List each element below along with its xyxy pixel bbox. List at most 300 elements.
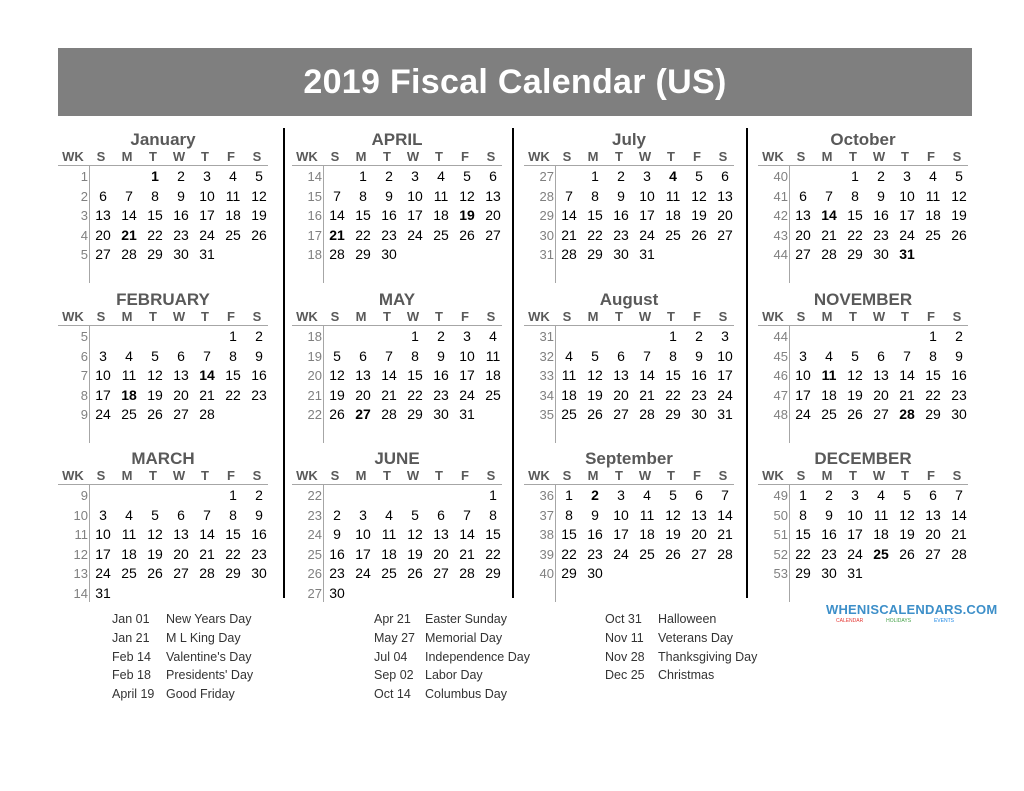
weekday-label: S — [796, 149, 806, 164]
day-cell: 30 — [951, 406, 967, 422]
day-cell: 20 — [173, 545, 189, 562]
day-cell: 6 — [695, 487, 703, 503]
holiday-name: Christmas — [658, 668, 715, 683]
day-cell: 16 — [873, 207, 889, 223]
day-cell: 7 — [203, 506, 211, 523]
day-cell: 26 — [665, 545, 681, 562]
day-cell: 7 — [643, 347, 651, 364]
day-cell: 24 — [199, 226, 215, 243]
column-divider — [512, 128, 514, 598]
day-cell: 8 — [229, 506, 237, 523]
day-cell: 6 — [489, 168, 497, 184]
month-name: JUNE — [374, 449, 420, 468]
logo-subtext — [836, 618, 954, 624]
day-cell: 22 — [225, 386, 241, 403]
day-cell: 8 — [929, 347, 937, 364]
week-number: 35 — [539, 407, 554, 422]
day-cell: 15 — [355, 207, 371, 223]
month-name: FEBRUARY — [116, 290, 210, 309]
holiday-date: Dec 25 — [605, 668, 645, 683]
weekday-label: S — [96, 468, 106, 483]
day-cell: 25 — [665, 226, 681, 243]
weekday-header — [524, 148, 734, 166]
day-cell: 21 — [899, 386, 915, 403]
day-cell: 25 — [561, 406, 577, 422]
day-cell: 24 — [795, 406, 811, 422]
day-cell: 3 — [99, 347, 107, 364]
month-block — [524, 449, 734, 611]
day-cell: 4 — [489, 328, 497, 344]
day-cell: 30 — [587, 565, 603, 581]
day-cell: 17 — [795, 386, 811, 403]
day-cell: 14 — [199, 367, 215, 383]
month-name: September — [585, 449, 673, 468]
weekday-label: T — [201, 149, 209, 164]
day-cell: 12 — [899, 506, 915, 523]
week-number: 12 — [73, 546, 88, 562]
weekday-label: F — [693, 149, 701, 164]
day-cell: 2 — [385, 168, 393, 184]
day-cell: 20 — [873, 386, 889, 403]
week-number: 36 — [539, 488, 554, 503]
day-cell: 20 — [613, 386, 629, 403]
week-number: 5 — [80, 247, 88, 262]
day-cell: 10 — [639, 187, 655, 204]
day-cell: 26 — [587, 406, 603, 422]
day-cell: 22 — [485, 545, 501, 562]
weekday-label: F — [693, 309, 701, 324]
day-cell: 27 — [173, 565, 189, 581]
day-cell: 15 — [925, 367, 941, 383]
day-cell: 6 — [721, 168, 729, 184]
day-cell: 5 — [463, 168, 471, 184]
day-cell: 1 — [929, 328, 937, 344]
day-cell: 16 — [691, 367, 707, 383]
day-cell: 14 — [561, 207, 577, 223]
week-number-header: WK — [528, 309, 550, 324]
day-cell: 27 — [717, 226, 733, 243]
day-cell: 24 — [459, 386, 475, 403]
day-cell: 29 — [561, 565, 577, 581]
day-cell: 1 — [565, 487, 573, 503]
day-cell: 11 — [381, 526, 397, 542]
day-cell: 14 — [639, 367, 655, 383]
day-cell: 5 — [333, 347, 341, 364]
week-number: 40 — [773, 169, 788, 184]
day-cell: 17 — [459, 367, 475, 383]
day-cell: 3 — [359, 506, 367, 523]
holiday-name: New Years Day — [166, 612, 252, 626]
day-cell: 23 — [251, 545, 267, 562]
day-cell: 10 — [717, 347, 733, 364]
weekday-label: S — [486, 468, 496, 483]
day-cell: 5 — [411, 506, 419, 523]
month-name: August — [599, 290, 659, 309]
weekday-label: T — [615, 309, 623, 324]
day-cell: 26 — [147, 565, 163, 581]
week-number: 37 — [539, 507, 554, 523]
weekday-label: M — [821, 149, 833, 164]
day-cell: 11 — [639, 506, 655, 523]
day-cell: 6 — [359, 347, 367, 364]
day-cell: 17 — [407, 207, 423, 223]
weekday-label: F — [227, 309, 235, 324]
day-cell: 19 — [251, 207, 267, 223]
day-cell: 6 — [437, 506, 445, 523]
day-cell: 19 — [587, 386, 603, 403]
day-cell: 4 — [385, 506, 393, 523]
day-cell: 4 — [643, 487, 651, 503]
day-cell: 24 — [95, 565, 111, 581]
day-cell: 15 — [561, 526, 577, 542]
weekday-label: S — [952, 149, 962, 164]
day-cell: 30 — [173, 246, 189, 262]
weekday-label: F — [927, 309, 935, 324]
weekday-label: M — [121, 468, 133, 483]
day-cell: 31 — [459, 406, 475, 422]
week-number-header: WK — [296, 149, 318, 164]
day-cell: 22 — [665, 386, 681, 403]
weekday-label: W — [406, 309, 420, 324]
day-cell: 9 — [825, 506, 833, 523]
day-cell: 29 — [925, 406, 941, 422]
day-cell: 30 — [691, 406, 707, 422]
day-cell: 8 — [851, 187, 859, 204]
day-cell: 28 — [329, 246, 345, 262]
day-cell: 2 — [955, 328, 963, 344]
day-cell: 3 — [463, 328, 471, 344]
day-cell: 30 — [613, 246, 629, 262]
day-cell: 25 — [873, 545, 889, 562]
day-cell: 23 — [587, 545, 603, 562]
month-name: October — [830, 130, 896, 149]
day-cell: 12 — [665, 506, 681, 523]
day-cell: 6 — [617, 347, 625, 364]
day-cell: 15 — [147, 207, 163, 223]
day-cell: 6 — [177, 347, 185, 364]
week-number: 30 — [539, 227, 554, 243]
holiday-date: Oct 31 — [605, 612, 642, 626]
day-cell: 28 — [951, 545, 967, 562]
day-cell: 27 — [925, 545, 941, 562]
holiday-date: Oct 14 — [374, 687, 411, 702]
day-cell: 30 — [873, 246, 889, 262]
day-cell: 19 — [847, 386, 863, 403]
day-cell: 1 — [851, 168, 859, 184]
day-cell: 10 — [795, 367, 811, 383]
weekday-label: F — [693, 468, 701, 483]
weekday-label: M — [587, 309, 599, 324]
week-number-header: WK — [296, 309, 318, 324]
week-number: 13 — [73, 566, 88, 581]
weekday-label: W — [872, 468, 886, 483]
day-cell: 25 — [225, 226, 241, 243]
weekday-header — [758, 467, 968, 485]
weekday-label: S — [796, 468, 806, 483]
day-cell: 17 — [199, 207, 215, 223]
day-cell: 7 — [721, 487, 729, 503]
weekday-label: S — [952, 309, 962, 324]
day-cell: 4 — [669, 168, 677, 184]
day-cell: 4 — [877, 487, 885, 503]
day-cell: 22 — [847, 226, 863, 243]
week-number: 41 — [773, 188, 788, 204]
column-divider — [746, 128, 748, 598]
day-cell: 7 — [565, 187, 573, 204]
holiday-name: Labor Day — [425, 668, 483, 683]
day-cell: 9 — [955, 347, 963, 364]
day-cell: 13 — [873, 367, 889, 383]
day-cell: 15 — [847, 207, 863, 223]
day-cell: 2 — [255, 487, 263, 503]
weekday-label: W — [172, 468, 186, 483]
weekday-header — [292, 467, 502, 485]
weekday-label: S — [96, 309, 106, 324]
day-cell: 3 — [411, 168, 419, 184]
week-number: 27 — [307, 585, 322, 601]
day-cell: 10 — [95, 367, 111, 383]
weekday-label: S — [252, 309, 262, 324]
day-cell: 28 — [717, 545, 733, 562]
weekday-label: S — [330, 149, 340, 164]
week-number: 31 — [539, 329, 554, 344]
weekday-label: S — [330, 309, 340, 324]
weekday-label: T — [849, 309, 857, 324]
day-cell: 29 — [587, 246, 603, 262]
day-cell: 2 — [591, 487, 599, 503]
day-cell: 13 — [925, 506, 941, 523]
week-number: 10 — [73, 507, 88, 523]
weekday-label: S — [796, 309, 806, 324]
weekday-header — [524, 467, 734, 485]
day-cell: 2 — [333, 506, 341, 523]
week-number: 39 — [539, 546, 554, 562]
week-number: 20 — [307, 368, 322, 383]
holiday-name: Easter Sunday — [425, 612, 507, 626]
week-number: 43 — [773, 227, 788, 243]
day-cell: 29 — [407, 406, 423, 422]
day-cell: 27 — [873, 406, 889, 422]
day-cell: 11 — [873, 506, 889, 523]
day-cell: 5 — [255, 168, 263, 184]
day-cell: 14 — [899, 367, 915, 383]
day-cell: 8 — [489, 506, 497, 523]
weekday-label: M — [121, 149, 133, 164]
day-cell: 28 — [459, 565, 475, 581]
day-cell: 7 — [955, 487, 963, 503]
day-cell: 20 — [433, 545, 449, 562]
day-cell: 21 — [639, 386, 655, 403]
weekday-header — [758, 308, 968, 326]
weekday-label: T — [849, 149, 857, 164]
week-number: 5 — [80, 329, 88, 344]
day-cell: 10 — [407, 187, 423, 204]
week-number: 50 — [773, 507, 788, 523]
holiday-name: Memorial Day — [425, 630, 503, 645]
day-cell: 15 — [225, 526, 241, 542]
day-cell: 23 — [173, 226, 189, 243]
day-cell: 3 — [903, 168, 911, 184]
weekday-label: M — [355, 309, 367, 324]
day-cell: 18 — [873, 526, 889, 542]
day-cell: 23 — [433, 386, 449, 403]
day-cell: 16 — [613, 207, 629, 223]
holiday-name: Good Friday — [166, 687, 235, 702]
day-cell: 21 — [121, 226, 137, 243]
day-cell: 27 — [691, 545, 707, 562]
day-cell: 29 — [665, 406, 681, 422]
day-cell: 5 — [151, 347, 159, 364]
day-cell: 28 — [121, 246, 137, 262]
day-cell: 18 — [925, 207, 941, 223]
day-cell: 1 — [359, 168, 367, 184]
week-number: 8 — [80, 387, 88, 403]
day-cell: 6 — [99, 187, 107, 204]
day-cell: 8 — [565, 506, 573, 523]
day-cell: 2 — [617, 168, 625, 184]
month-name: APRIL — [371, 130, 423, 149]
day-cell: 23 — [613, 226, 629, 243]
column-divider — [283, 128, 285, 598]
day-cell: 25 — [925, 226, 941, 243]
day-cell: 18 — [381, 545, 397, 562]
day-cell: 6 — [177, 506, 185, 523]
day-cell: 2 — [437, 328, 445, 344]
week-number: 52 — [773, 546, 788, 562]
day-cell: 11 — [121, 526, 137, 542]
day-cell: 22 — [407, 386, 423, 403]
day-cell: 22 — [795, 545, 811, 562]
weekday-header — [292, 148, 502, 166]
day-cell: 17 — [847, 526, 863, 542]
day-cell: 7 — [385, 347, 393, 364]
day-cell: 2 — [825, 487, 833, 503]
day-cell: 15 — [587, 207, 603, 223]
month-name: DECEMBER — [814, 449, 912, 468]
day-cell: 10 — [355, 526, 371, 542]
holiday-date: Sep 02 — [374, 668, 414, 683]
week-number: 40 — [539, 566, 554, 581]
day-cell: 19 — [147, 545, 163, 562]
weekday-label: T — [383, 309, 391, 324]
day-cell: 15 — [665, 367, 681, 383]
week-number: 49 — [773, 488, 788, 503]
weekday-label: F — [227, 149, 235, 164]
day-cell: 4 — [125, 506, 133, 523]
day-cell: 11 — [561, 367, 577, 383]
weekday-header — [58, 467, 268, 485]
day-cell: 5 — [669, 487, 677, 503]
week-number: 44 — [773, 247, 788, 262]
day-cell: 18 — [433, 207, 449, 223]
week-number: 23 — [307, 507, 322, 523]
day-cell: 5 — [903, 487, 911, 503]
day-cell: 11 — [121, 367, 137, 383]
day-cell: 8 — [151, 187, 159, 204]
weekday-label: T — [901, 309, 909, 324]
day-cell: 26 — [329, 406, 345, 422]
weekday-label: S — [952, 468, 962, 483]
weekday-label: S — [718, 468, 728, 483]
day-cell: 8 — [359, 187, 367, 204]
weekday-label: F — [227, 468, 235, 483]
week-number: 18 — [307, 329, 322, 344]
day-cell: 16 — [251, 526, 267, 542]
month-block — [758, 130, 968, 292]
week-number: 15 — [307, 188, 322, 204]
day-cell: 1 — [229, 328, 237, 344]
holiday-name: Presidents' Day — [166, 668, 254, 683]
day-cell: 13 — [173, 526, 189, 542]
weekday-label: T — [615, 468, 623, 483]
day-cell: 25 — [485, 386, 501, 403]
weekday-label: T — [149, 149, 157, 164]
day-cell: 13 — [173, 367, 189, 383]
day-cell: 28 — [821, 246, 837, 262]
day-cell: 16 — [587, 526, 603, 542]
day-cell: 19 — [459, 207, 475, 223]
day-cell: 26 — [691, 226, 707, 243]
weekday-label: T — [149, 309, 157, 324]
day-cell: 26 — [899, 545, 915, 562]
weekday-label: S — [562, 309, 572, 324]
day-cell: 10 — [847, 506, 863, 523]
day-cell: 28 — [381, 406, 397, 422]
day-cell: 13 — [433, 526, 449, 542]
day-cell: 20 — [795, 226, 811, 243]
weekday-header — [292, 308, 502, 326]
weekday-label: S — [718, 149, 728, 164]
day-cell: 24 — [95, 406, 111, 422]
day-cell: 14 — [459, 526, 475, 542]
holiday-date: Nov 11 — [605, 630, 644, 645]
holiday-name: Halloween — [658, 612, 717, 626]
day-cell: 18 — [665, 207, 681, 223]
week-number: 28 — [539, 188, 554, 204]
weekday-label: W — [638, 468, 652, 483]
holiday-date: Jan 21 — [112, 630, 150, 645]
day-cell: 22 — [561, 545, 577, 562]
week-number-header: WK — [62, 309, 84, 324]
day-cell: 29 — [485, 565, 501, 581]
day-cell: 13 — [613, 367, 629, 383]
day-cell: 24 — [717, 386, 733, 403]
day-cell: 20 — [717, 207, 733, 223]
day-cell: 25 — [121, 565, 137, 581]
day-cell: 16 — [821, 526, 837, 542]
week-number: 26 — [307, 566, 322, 581]
day-cell: 20 — [485, 207, 501, 223]
weekday-label: F — [927, 468, 935, 483]
day-cell: 23 — [691, 386, 707, 403]
month-name: NOVEMBER — [813, 290, 913, 309]
day-cell: 27 — [613, 406, 629, 422]
day-cell: 13 — [795, 207, 811, 223]
holiday-date: April 19 — [112, 687, 155, 702]
day-cell: 30 — [329, 584, 345, 601]
month-block — [58, 130, 268, 292]
day-cell: 7 — [203, 347, 211, 364]
day-cell: 16 — [329, 545, 345, 562]
day-cell: 1 — [489, 487, 497, 503]
week-number: 38 — [539, 527, 554, 542]
day-cell: 16 — [433, 367, 449, 383]
day-cell: 4 — [125, 347, 133, 364]
day-cell: 3 — [799, 347, 807, 364]
day-cell: 10 — [613, 506, 629, 523]
holiday-name: M L King Day — [166, 630, 241, 645]
week-number: 31 — [539, 247, 554, 262]
